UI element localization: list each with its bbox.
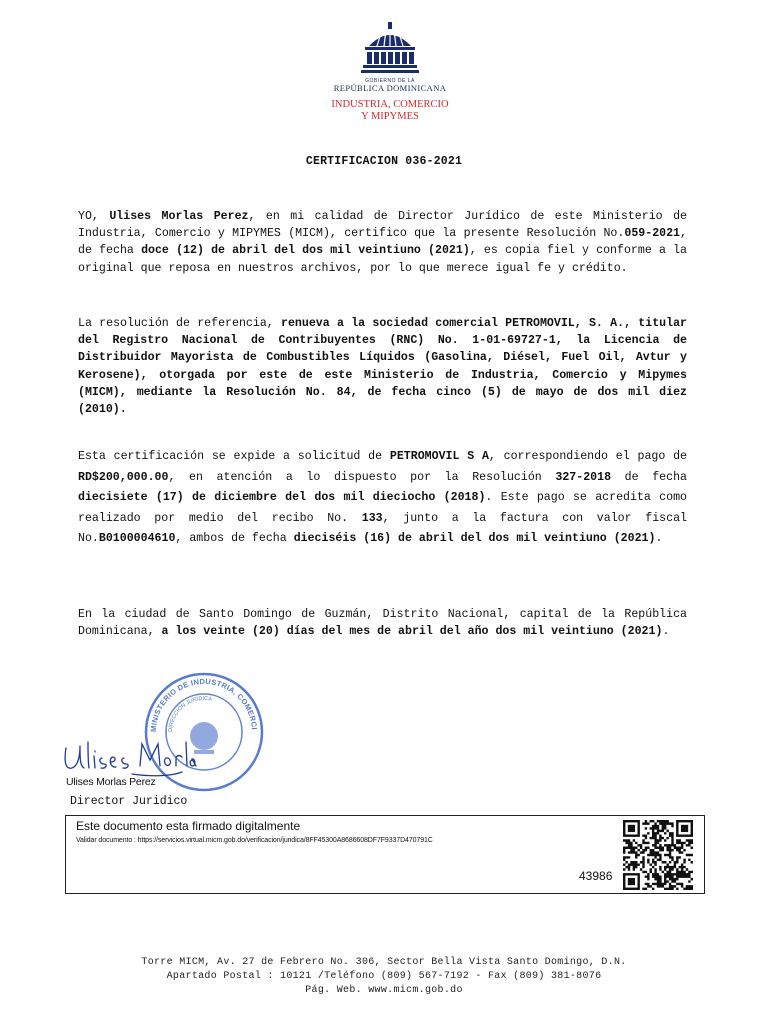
p2-bold: renueva a la sociedad comercial PETROMOVIL, S. A., titular del Registro Nacional de Contribuyentes (RNC) No. 1-01-69727-1, la Licencia de Distribuidor Mayorista de Combustibles Líquidos (Gasolina, Diésel, Fuel Oil, Avtur y Kerosene), otorgada por este de este Ministerio de Industria, Comercio y Mipymes (MICM), mediante la Resolución No. 84, de fecha cinco (5) de mayo de dos mil diez (2010). [78,317,687,417]
p3-text: , en atención a lo dispuesto por la Resolución [168,470,556,484]
p1-bold: doce (12) de abril del dos mil veintiuno (2021) [141,244,470,258]
p3-bold: 327-2018 [555,470,612,484]
ministry-name [330,99,450,123]
p3-text: de fecha [611,470,687,484]
digital-signature-box [65,815,705,894]
logo-gov-small: GOBIERNO DE LA [365,78,415,84]
paragraph-2 [78,315,687,418]
footer-website[interactable]: Pág. Web. www.micm.gob.do [305,985,463,996]
p3-bold: diecisiete (17) de diciembre del dos mil dieciocho (2018) [78,491,486,505]
stamp-text-outer: MINISTERIO DE INDUSTRIA, COMERCI [148,676,259,733]
ministry-logo [330,22,450,123]
footer-address: Torre MICM, Av. 27 de Febrero No. 306, Sector Bella Vista Santo Domingo, D.N. [141,957,627,968]
ministry-line-2: Y MIPYMES [361,110,419,122]
p3-text: , ambos de fecha [175,532,294,546]
paragraph-1 [78,208,687,277]
p3-text: Esta certificación se expide a solicitud de [78,450,390,463]
p3-bold: 133 [361,511,383,525]
p4-text: . [662,625,670,639]
signer-name: Ulises Morlas Perez [66,776,156,788]
paragraph-4 [78,606,687,640]
p4-bold: a los veinte (20) días del mes de abril del año dos mil veintiuno (2021) [161,625,663,639]
signer-role: Director Juridico [70,795,188,808]
qr-code-icon[interactable] [617,820,699,890]
p1-text: , es copia fiel y conforme a la original que reposa en nuestros archivos, por lo que merece igual fe y crédito. [78,244,687,275]
p4-text: En la ciudad de Santo Domingo de Guzmán, Distrito Nacional, capital de la República Dominicana, [78,608,687,639]
document-code: 43986 [579,869,613,883]
p1-text: YO, [78,210,110,223]
p3-text: , junto a la factura con valor fiscal No. [78,511,687,546]
p1-text: , en mi calidad de Director Jurídico de este Ministerio de Industria, Comercio y MIPYMES (MICM), certifico que la presente Resolución No. [78,210,687,241]
stamp-text-inner: DIRECCIÓN JURÍDICA [167,695,213,733]
paragraph-3 [78,447,687,550]
p3-bold: B0100004610 [98,532,176,546]
p1-text: , de fecha [78,227,687,258]
p3-text: . Este pago se acredita como realizado por medio del recibo No. [78,491,688,525]
logo-gov-big: REPÚBLICA DOMINICANA [333,83,447,93]
p3-bold: RD$200,000.00 [78,470,169,484]
dome-emblem-icon [330,22,450,76]
p2-text: La resolución de referencia, [78,317,281,330]
p3-bold: dieciséis (16) de abril del dos mil veintiuno (2021) [293,532,656,546]
p1-bold: Ulises Morlas Perez [109,210,249,223]
p1-bold: 059-2021 [624,227,681,241]
p3-bold: PETROMOVIL S A [389,450,489,463]
handwritten-signature [62,738,202,780]
digital-signature-title: Este documento esta firmado digitalmente [76,819,301,833]
validation-link[interactable]: Validar documento : https://servicios.virtual.micm.gob.do/verificacion/juridica/8FF45300A8686608DF7F9337D470791C [76,837,433,844]
ministry-line-1: INDUSTRIA, COMERCIO [331,98,449,110]
p3-text: . [655,532,663,546]
certificate-title: CERTIFICACION 036-2021 [305,155,463,168]
footer-contact: Apartado Postal : 10121 /Teléfono (809) 567-7192 - Fax (809) 381-8076 [166,971,602,982]
p3-text: , correspondiendo el pago de [488,450,688,463]
